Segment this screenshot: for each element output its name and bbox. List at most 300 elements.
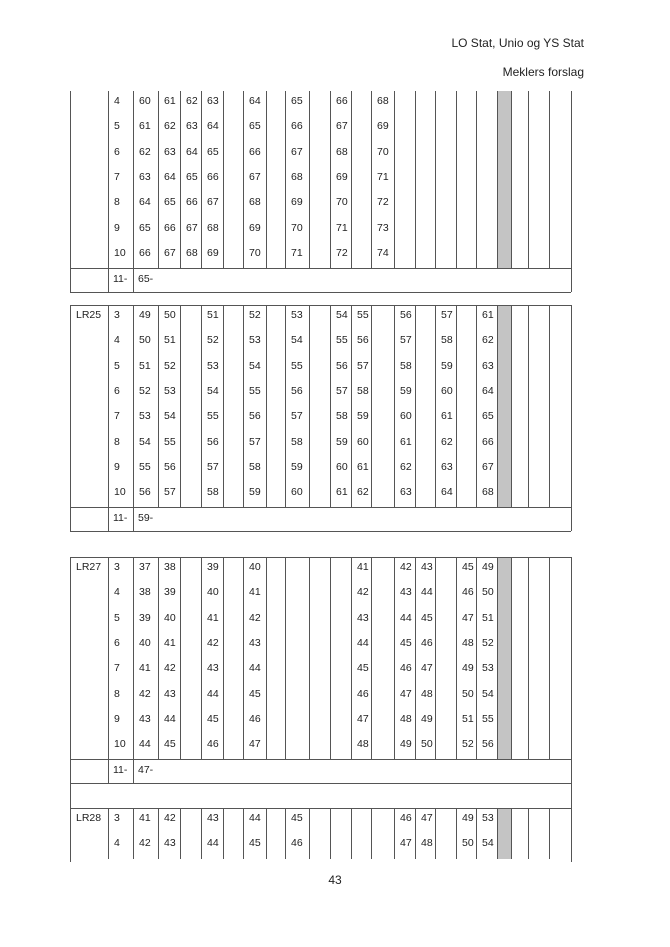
column-line [133, 557, 134, 783]
table-cell: 65 [139, 221, 151, 234]
table-cell: 52 [164, 359, 176, 372]
table-cell: 62 [139, 145, 151, 158]
column-line [243, 808, 244, 859]
column-line [70, 91, 71, 292]
table-bottom-border [70, 531, 571, 532]
table-cell: 49 [462, 812, 474, 824]
table-cell: 41 [164, 636, 176, 649]
table-cell: 68 [377, 95, 389, 107]
step-number: 8 [114, 687, 120, 700]
table-cell: 72 [377, 196, 389, 209]
table-cell: 69 [207, 246, 219, 259]
table-cell: 42 [164, 812, 176, 824]
table-cell: 68 [482, 486, 494, 499]
table-cell: 45 [421, 611, 433, 624]
table-cell: 63 [482, 359, 494, 372]
table-cell: 46 [291, 837, 303, 850]
table-cell: 61 [441, 410, 453, 423]
shaded-column [498, 808, 511, 859]
table-cell: 44 [207, 837, 219, 850]
table-cell: 67 [291, 145, 303, 158]
table-cell: 54 [291, 334, 303, 347]
column-line [180, 557, 181, 759]
table-cell: 65 [482, 410, 494, 423]
step-number: 5 [114, 611, 120, 624]
column-line [371, 305, 372, 507]
column-line [511, 305, 512, 507]
table-cell: 46 [207, 738, 219, 751]
table-cell: 47 [421, 662, 433, 675]
grade-label: LR25 [76, 309, 102, 321]
page-header-title: LO Stat, Unio og YS Stat [451, 36, 584, 50]
column-line [285, 91, 286, 268]
step-number: 3 [114, 812, 120, 824]
shaded-column [498, 305, 511, 507]
table-cell: 42 [139, 837, 151, 850]
column-line [180, 91, 181, 268]
table-bottom-border [70, 292, 571, 293]
table-cell: 58 [249, 460, 261, 473]
column-line [394, 557, 395, 759]
column-line [456, 305, 457, 507]
footer-row-cell: 65- [138, 273, 154, 286]
table-cell: 64 [186, 145, 198, 158]
table-cell: 66 [186, 196, 198, 209]
table-cell: 65 [164, 196, 176, 209]
table-cell: 56 [139, 486, 151, 499]
table-cell: 63 [441, 460, 453, 473]
column-line [309, 91, 310, 268]
table-cell: 50 [482, 586, 494, 599]
table-cell: 57 [164, 486, 176, 499]
table-cell: 46 [400, 662, 412, 675]
step-number: 4 [114, 334, 120, 347]
table-cell: 50 [139, 334, 151, 347]
column-line [435, 305, 436, 507]
column-line [108, 305, 109, 531]
column-line [243, 305, 244, 507]
column-line [571, 808, 572, 862]
table-cell: 57 [207, 460, 219, 473]
table-cell: 48 [462, 636, 474, 649]
table-cell: 59 [291, 460, 303, 473]
table-cell: 56 [164, 460, 176, 473]
table-cell: 53 [482, 662, 494, 675]
step-number: 9 [114, 460, 120, 473]
table-cell: 53 [139, 410, 151, 423]
table-cell: 60 [441, 384, 453, 397]
table-cell: 39 [139, 611, 151, 624]
column-line [285, 808, 286, 859]
table-cell: 57 [400, 334, 412, 347]
table-cell: 38 [164, 561, 176, 573]
table-cell: 38 [139, 586, 151, 599]
column-line [330, 305, 331, 507]
table-cell: 68 [336, 145, 348, 158]
column-line [415, 91, 416, 268]
table-cell: 60 [400, 410, 412, 423]
column-line [223, 305, 224, 507]
table-cell: 65 [291, 95, 303, 107]
column-line [394, 305, 395, 507]
grade-label: LR27 [76, 561, 102, 573]
table-cell: 43 [164, 687, 176, 700]
table-cell: 53 [164, 384, 176, 397]
step-number: 5 [114, 359, 120, 372]
column-line [108, 557, 109, 783]
table-cell: 49 [482, 561, 494, 573]
step-number: 10 [114, 738, 126, 751]
table-cell: 65 [249, 120, 261, 133]
table-cell: 58 [291, 435, 303, 448]
column-line [223, 557, 224, 759]
table-cell: 54 [336, 309, 348, 321]
table-cell: 55 [336, 334, 348, 347]
step-number: 4 [114, 586, 120, 599]
table-cell: 60 [291, 486, 303, 499]
row-divider [70, 268, 571, 269]
table-cell: 63 [186, 120, 198, 133]
footer-row-cell: 11- [113, 512, 128, 525]
table-cell: 61 [482, 309, 494, 321]
table-cell: 57 [291, 410, 303, 423]
step-number: 10 [114, 486, 126, 499]
table-cell: 54 [139, 435, 151, 448]
table-cell: 49 [421, 712, 433, 725]
table-cell: 48 [421, 837, 433, 850]
table-cell: 43 [421, 561, 433, 573]
table-cell: 60 [336, 460, 348, 473]
table-cell: 46 [462, 586, 474, 599]
table-cell: 57 [357, 359, 369, 372]
table-cell: 53 [249, 334, 261, 347]
column-line [266, 305, 267, 507]
table-cell: 43 [164, 837, 176, 850]
table-cell: 69 [249, 221, 261, 234]
table-cell: 58 [336, 410, 348, 423]
table-cell: 45 [291, 812, 303, 824]
table-cell: 50 [462, 687, 474, 700]
table-cell: 47 [400, 837, 412, 850]
table-cell: 74 [377, 246, 389, 259]
column-line [309, 305, 310, 507]
table-cell: 40 [249, 561, 261, 573]
column-line [285, 305, 286, 507]
table-cell: 55 [357, 309, 369, 321]
column-line [456, 808, 457, 859]
table-cell: 50 [421, 738, 433, 751]
column-line [415, 808, 416, 859]
table-cell: 45 [400, 636, 412, 649]
column-line [476, 808, 477, 859]
table-cell: 42 [139, 687, 151, 700]
table-cell: 48 [421, 687, 433, 700]
column-line [158, 91, 159, 268]
table-cell: 45 [164, 738, 176, 751]
table-cell: 59 [249, 486, 261, 499]
table-cell: 41 [249, 586, 261, 599]
table-cell: 59 [400, 384, 412, 397]
table-cell: 63 [139, 170, 151, 183]
table-cell: 65 [186, 170, 198, 183]
grade-label: LR28 [76, 812, 102, 824]
row-divider [70, 759, 571, 760]
table-cell: 39 [207, 561, 219, 573]
column-line [201, 557, 202, 759]
table-cell: 42 [164, 662, 176, 675]
column-line [371, 557, 372, 759]
step-number: 3 [114, 309, 120, 321]
column-line [330, 91, 331, 268]
step-number: 7 [114, 662, 120, 675]
column-line [371, 808, 372, 859]
column-line [394, 808, 395, 859]
table-cell: 68 [186, 246, 198, 259]
table-cell: 64 [441, 486, 453, 499]
table-cell: 62 [400, 460, 412, 473]
table-top-border [70, 808, 571, 809]
column-line [70, 305, 71, 531]
table-top-border [70, 557, 571, 558]
table-cell: 45 [207, 712, 219, 725]
table-cell: 66 [249, 145, 261, 158]
table-cell: 66 [139, 246, 151, 259]
column-line [571, 557, 572, 808]
table-cell: 47 [421, 812, 433, 824]
table-cell: 51 [139, 359, 151, 372]
table-cell: 51 [462, 712, 474, 725]
table-cell: 53 [482, 812, 494, 824]
table-cell: 52 [482, 636, 494, 649]
column-line [158, 557, 159, 759]
table-cell: 67 [482, 460, 494, 473]
table-top-border [70, 305, 571, 306]
step-number: 9 [114, 712, 120, 725]
column-line [70, 557, 71, 808]
table-cell: 43 [207, 662, 219, 675]
table-cell: 55 [482, 712, 494, 725]
row-divider [70, 507, 571, 508]
table-cell: 43 [357, 611, 369, 624]
table-cell: 44 [207, 687, 219, 700]
shaded-column [498, 557, 511, 759]
table-cell: 43 [207, 812, 219, 824]
table-cell: 69 [336, 170, 348, 183]
column-line [476, 305, 477, 507]
table-cell: 44 [139, 738, 151, 751]
table-cell: 47 [400, 687, 412, 700]
step-number: 8 [114, 196, 120, 209]
column-line [133, 305, 134, 531]
page-number: 43 [328, 873, 342, 887]
table-cell: 66 [164, 221, 176, 234]
table-cell: 59 [357, 410, 369, 423]
table-cell: 47 [249, 738, 261, 751]
column-line [309, 808, 310, 859]
table-cell: 70 [377, 145, 389, 158]
column-line [549, 808, 550, 859]
table-cell: 45 [462, 561, 474, 573]
column-line [330, 557, 331, 759]
column-line [497, 91, 498, 268]
column-line [571, 91, 572, 292]
table-cell: 45 [249, 837, 261, 850]
table-cell: 40 [139, 636, 151, 649]
column-line [201, 91, 202, 268]
column-line [108, 808, 109, 859]
table-cell: 48 [357, 738, 369, 751]
table-cell: 48 [400, 712, 412, 725]
table-cell: 72 [336, 246, 348, 259]
step-number: 6 [114, 384, 120, 397]
table-cell: 44 [421, 586, 433, 599]
step-number: 10 [114, 246, 126, 259]
table-cell: 40 [207, 586, 219, 599]
column-line [415, 305, 416, 507]
table-cell: 44 [249, 812, 261, 824]
table-cell: 61 [400, 435, 412, 448]
table-cell: 70 [249, 246, 261, 259]
step-number: 9 [114, 221, 120, 234]
table-cell: 66 [482, 435, 494, 448]
table-cell: 60 [139, 95, 151, 107]
step-number: 4 [114, 837, 120, 850]
table-cell: 41 [207, 611, 219, 624]
column-line [309, 557, 310, 759]
table-cell: 54 [482, 837, 494, 850]
table-cell: 49 [139, 309, 151, 321]
column-line [285, 557, 286, 759]
column-line [70, 808, 71, 862]
step-number: 8 [114, 435, 120, 448]
table-cell: 59 [441, 359, 453, 372]
table-cell: 61 [336, 486, 348, 499]
table-cell: 40 [164, 611, 176, 624]
footer-row-cell: 11- [113, 273, 128, 286]
table-cell: 55 [291, 359, 303, 372]
table-cell: 41 [139, 662, 151, 675]
column-line [158, 808, 159, 859]
column-line [435, 557, 436, 759]
table-cell: 54 [164, 410, 176, 423]
table-cell: 46 [421, 636, 433, 649]
table-cell: 68 [291, 170, 303, 183]
column-line [201, 808, 202, 859]
step-number: 7 [114, 410, 120, 423]
table-cell: 46 [357, 687, 369, 700]
table-cell: 52 [249, 309, 261, 321]
table-cell: 56 [482, 738, 494, 751]
table-cell: 56 [400, 309, 412, 321]
table-cell: 42 [207, 636, 219, 649]
column-line [180, 808, 181, 859]
table-bottom-border [70, 783, 571, 784]
table-cell: 44 [400, 611, 412, 624]
table-cell: 43 [400, 586, 412, 599]
table-cell: 61 [139, 120, 151, 133]
table-cell: 68 [249, 196, 261, 209]
table-cell: 68 [207, 221, 219, 234]
column-line [571, 305, 572, 531]
column-line [180, 305, 181, 507]
column-line [549, 91, 550, 268]
column-line [351, 557, 352, 759]
column-line [511, 91, 512, 268]
table-cell: 43 [249, 636, 261, 649]
table-cell: 64 [249, 95, 261, 107]
page-header-subtitle: Meklers forslag [502, 65, 584, 79]
table-cell: 37 [139, 561, 151, 573]
table-cell: 65 [207, 145, 219, 158]
column-line [351, 91, 352, 268]
table-cell: 55 [139, 460, 151, 473]
column-line [497, 305, 498, 507]
table-cell: 67 [336, 120, 348, 133]
table-cell: 50 [462, 837, 474, 850]
table-cell: 46 [400, 812, 412, 824]
column-line [266, 557, 267, 759]
table-cell: 57 [336, 384, 348, 397]
column-line [435, 91, 436, 268]
table-cell: 58 [441, 334, 453, 347]
table-cell: 49 [462, 662, 474, 675]
column-line [133, 808, 134, 859]
table-cell: 55 [164, 435, 176, 448]
table-cell: 58 [207, 486, 219, 499]
column-line [435, 808, 436, 859]
footer-row-cell: 59- [138, 512, 154, 525]
table-cell: 51 [482, 611, 494, 624]
column-line [456, 91, 457, 268]
column-line [528, 91, 529, 268]
table-cell: 71 [336, 221, 348, 234]
table-cell: 62 [441, 435, 453, 448]
table-cell: 54 [482, 687, 494, 700]
table-cell: 66 [336, 95, 348, 107]
column-line [108, 91, 109, 292]
table-cell: 52 [462, 738, 474, 751]
table-cell: 52 [139, 384, 151, 397]
column-line [476, 557, 477, 759]
column-line [476, 91, 477, 268]
table-cell: 67 [186, 221, 198, 234]
step-number: 4 [114, 95, 120, 107]
table-cell: 56 [207, 435, 219, 448]
table-cell: 69 [291, 196, 303, 209]
table-cell: 56 [291, 384, 303, 397]
column-line [243, 557, 244, 759]
column-line [158, 305, 159, 507]
table-cell: 67 [164, 246, 176, 259]
table-cell: 51 [164, 334, 176, 347]
table-cell: 42 [249, 611, 261, 624]
step-number: 6 [114, 636, 120, 649]
table-cell: 56 [336, 359, 348, 372]
column-line [201, 305, 202, 507]
table-cell: 67 [207, 196, 219, 209]
table-cell: 71 [291, 246, 303, 259]
table-cell: 66 [207, 170, 219, 183]
column-line [371, 91, 372, 268]
table-cell: 59 [336, 435, 348, 448]
table-cell: 43 [139, 712, 151, 725]
table-cell: 64 [482, 384, 494, 397]
footer-row-cell: 11- [113, 764, 128, 777]
column-line [511, 808, 512, 859]
table-cell: 42 [400, 561, 412, 573]
column-line [528, 557, 529, 759]
table-cell: 70 [291, 221, 303, 234]
